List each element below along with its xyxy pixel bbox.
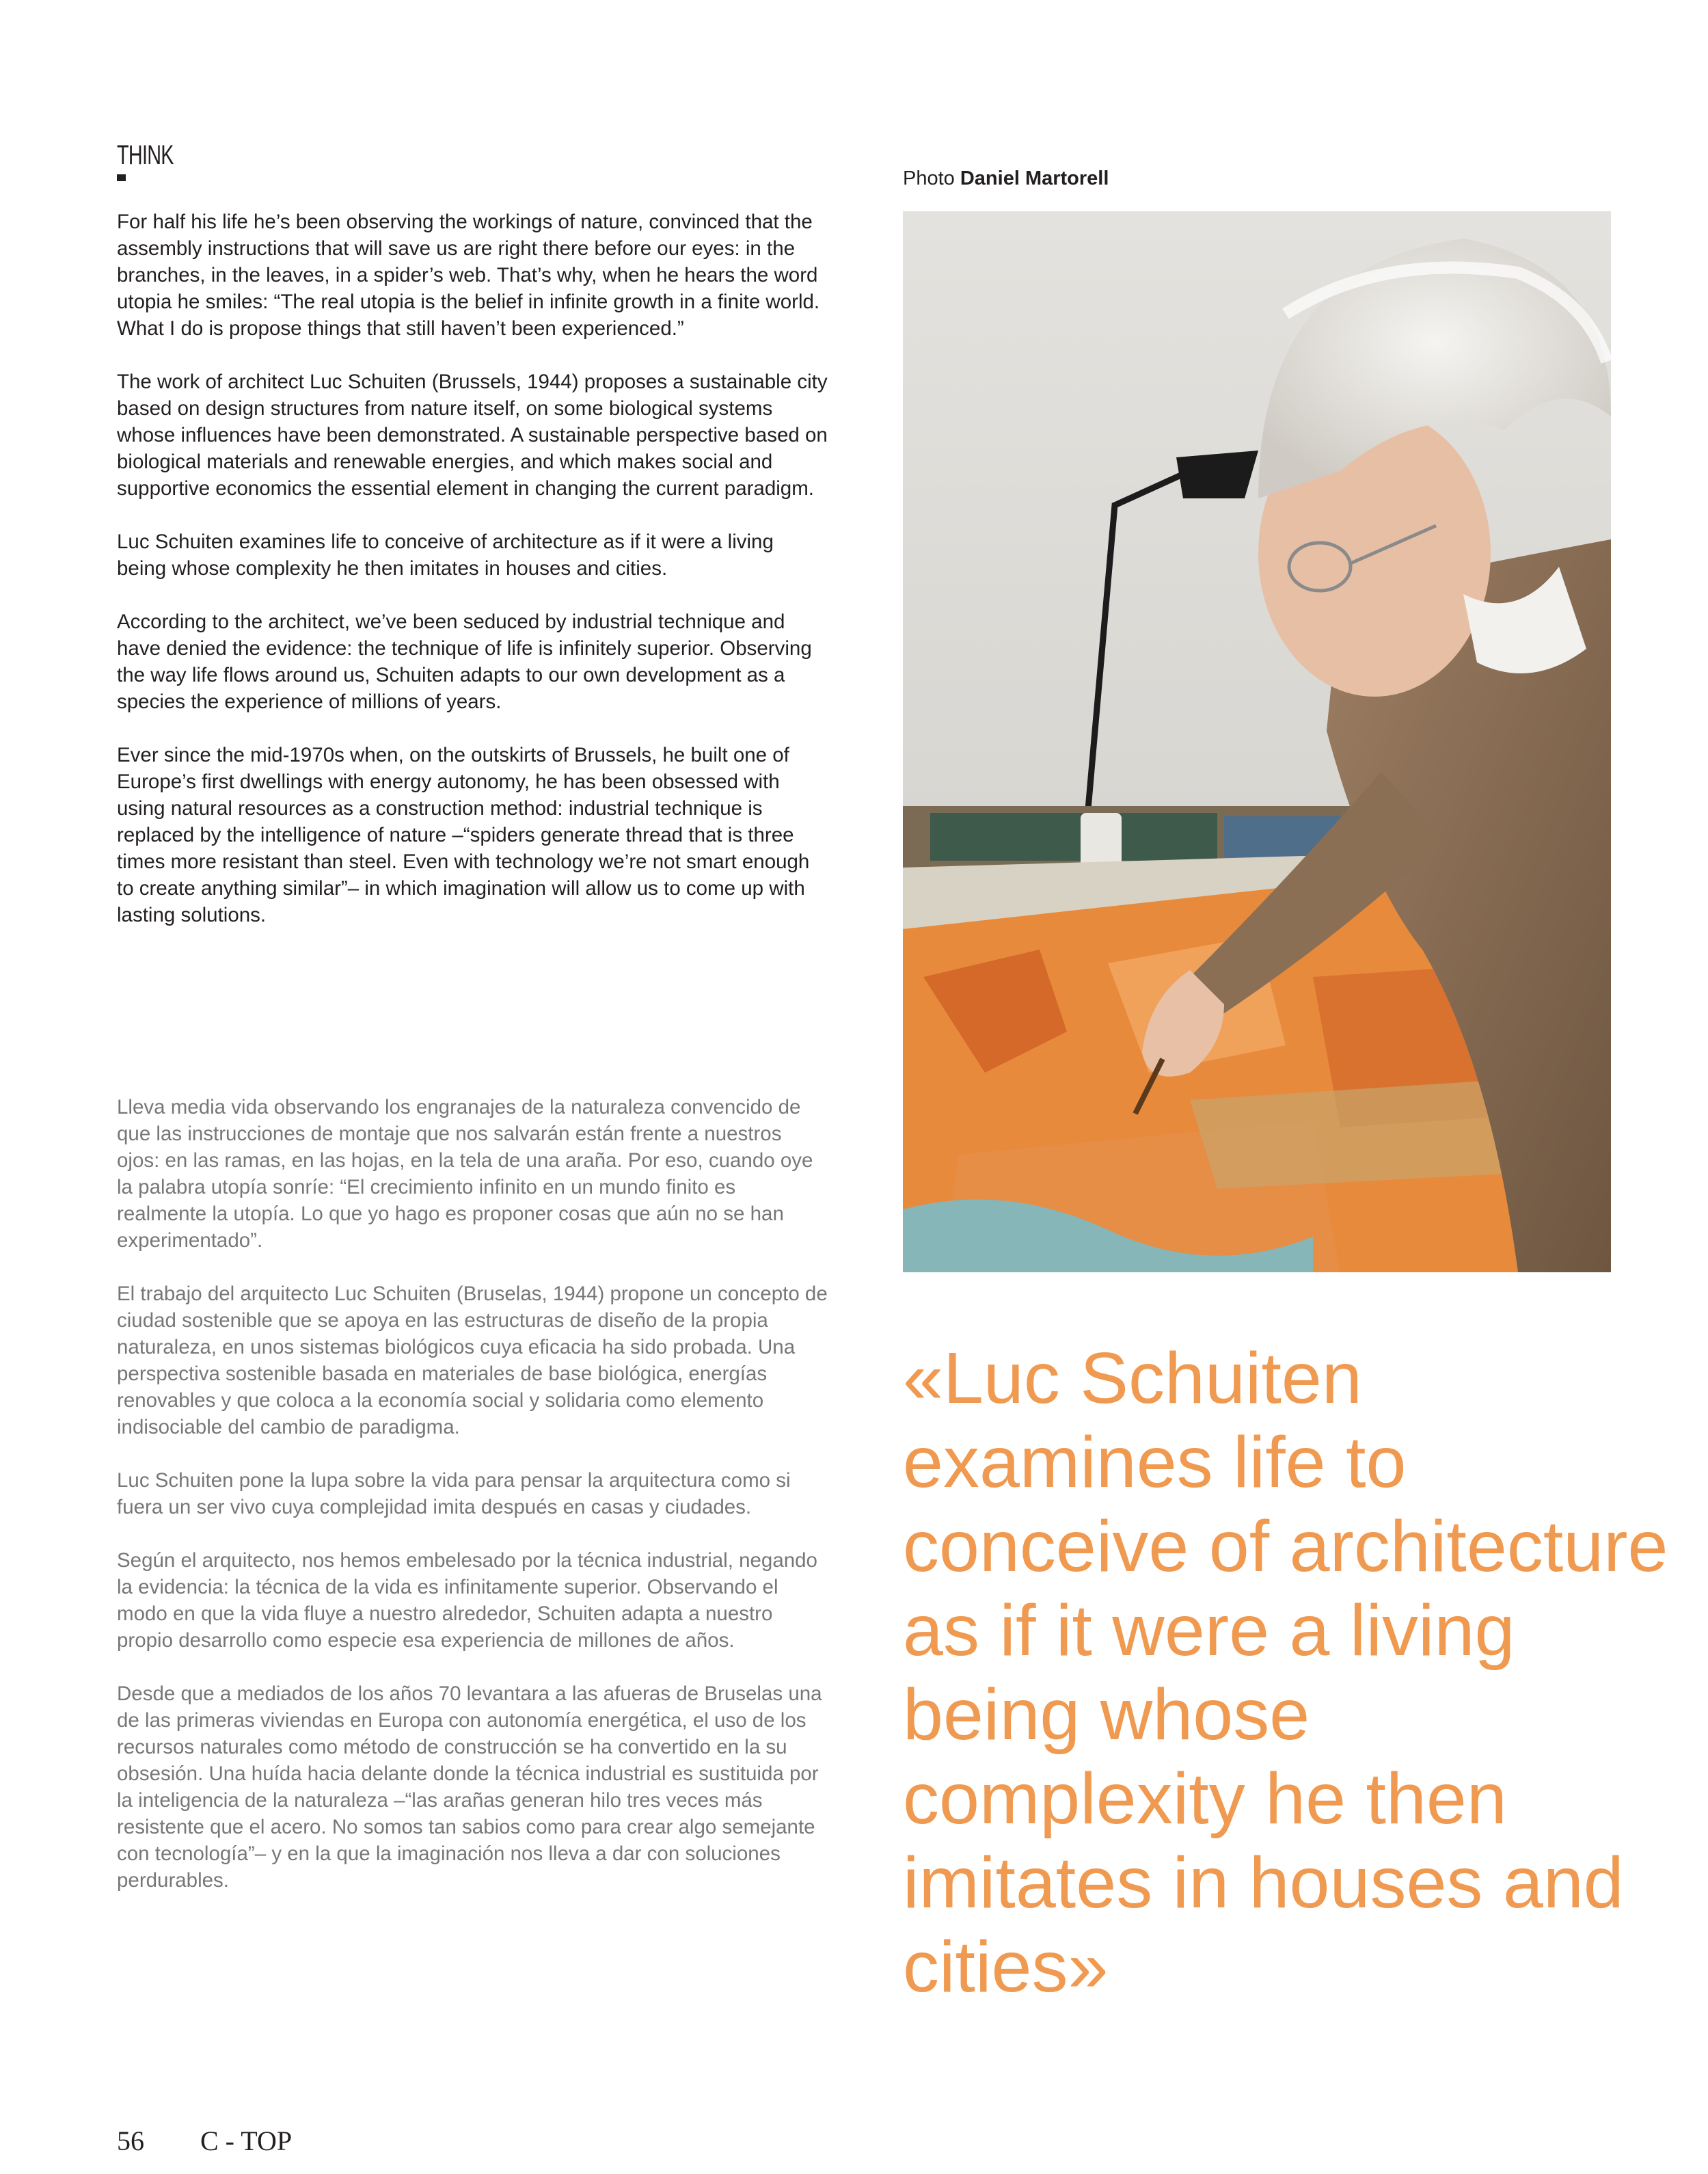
english-column [117,209,828,955]
photo-credit [903,167,1109,190]
photo-credit-name: Daniel Martorell [960,167,1109,189]
section-marker [117,174,126,181]
spanish-paragraph: El trabajo del arquitecto Luc Schuiten (Bruselas, 1944) propone un concepto de ciudad sostenible que se apoya en las estructuras de diseño de la propia naturaleza, en unos sistemas biológicos cuya eficacia ha sido probada. Una perspectiva sostenible basada en materiales de base biológica, energías renovables y que coloca a la economía social y solidaria como elemento indisociable del cambio de paradigma. [117,1283,828,1438]
photo-credit-prefix: Photo [903,167,955,189]
spanish-paragraph: Luc Schuiten pone la lupa sobre la vida para pensar la arquitectura como si fuera un ser vivo cuya complejidad imita después en casas y ciudades. [117,1469,791,1518]
section-label: THINK [117,140,174,170]
english-paragraph: Luc Schuiten examines life to conceive of architecture as if it were a living being whose complexity he then imitates in houses and cities. [117,531,774,580]
spanish-column [117,1094,828,1920]
spanish-paragraph: Según el arquitecto, nos hemos embelesado por la técnica industrial, negando la evidencia: la técnica de la vida es infinitamente superior. Observando el modo en que la vida fluye a nuestro alrededor, Schuiten adapta a nuestro propio desarrollo como especie esa experiencia de millones de años. [117,1549,817,1652]
photo-illustration [903,211,1611,1272]
page-footer [117,2125,292,2157]
english-paragraph: According to the architect, we’ve been seduced by industrial technique and have denied the evidence: the technique of life is infinitely superior. Observing the way life flows around us, Schuiten adapts to our own development as a species the experience of millions of years. [117,610,812,713]
spanish-paragraph: Desde que a mediados de los años 70 levantara a las afueras de Bruselas una de las primeras viviendas en Europa con autonomía energética, el uso de los recursos naturales como método de construcción se ha convertido en la su obsesión. Una huída hacia delante donde la técnica industrial es sustituida por la inteligencia de la naturaleza –“las arañas generan hilo tres veces más resistente que el acero. No somos tan sabios como para crear algo semejante con tecnología”– y en la que la imaginación nos lleva a dar con soluciones perdurables. [117,1682,822,1892]
pull-quote: «Luc Schuiten examines life to conceive of architecture as if it were a living being whose complexity he then imitates in houses and cities» [903,1338,1668,2007]
spanish-paragraph: Lleva media vida observando los engranajes de la naturaleza convencido de que las instrucciones de montaje que nos salvarán están frente a nuestros ojos: en las ramas, en las hojas, en la tela de una araña. Por eso, cuando oye la palabra utopía sonríe: “El crecimiento infinito en un mundo finito es realmente la utopía. Lo que yo hago es proponer cosas que aún no se han experimentado”. [117,1096,813,1252]
photo-architect-drawing [903,211,1611,1272]
publication-name: C - TOP [200,2125,293,2156]
page-number: 56 [117,2125,144,2156]
english-paragraph: Ever since the mid-1970s when, on the outskirts of Brussels, he built one of Europe’s first dwellings with energy autonomy, he has been obsessed with using natural resources as a construction method: industrial technique is replaced by the intelligence of nature –“spiders generate thread that is three times more resistant than steel. Even with technology we’re not smart enough to create anything similar”– in which imagination will allow us to come up with lasting solutions. [117,744,810,926]
english-paragraph: For half his life he’s been observing the workings of nature, convinced that the assembly instructions that will save us are right there before our eyes: in the branches, in the leaves, in a spider’s web. That’s why, when he hears the word utopia he smiles: “The real utopia is the belief in infinite growth in a finite world. What I do is propose things that still haven’t been experienced.” [117,211,820,340]
english-paragraph: The work of architect Luc Schuiten (Brussels, 1944) proposes a sustainable city based on design structures from nature itself, on some biological systems whose influences have been demonstrated. A sustainable perspective based on biological materials and renewable energies, and which makes social and supportive economics the essential element in changing the current paradigm. [117,371,828,500]
